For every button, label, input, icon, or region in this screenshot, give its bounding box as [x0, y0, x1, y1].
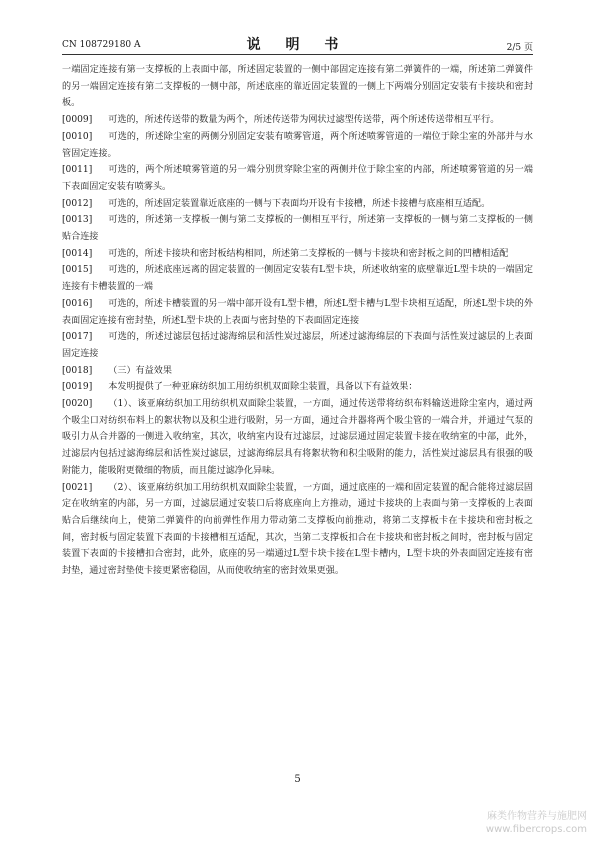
paragraph-number: [0017] [62, 332, 93, 343]
paragraph-number: [0019] [62, 382, 93, 393]
paragraph [62, 480, 533, 580]
watermark-url: www.fibercrops.com [485, 824, 587, 835]
paragraph-number: [0010] [62, 131, 93, 142]
paragraph-number: [0016] [62, 298, 93, 309]
paragraph [62, 329, 533, 362]
paragraph [62, 396, 533, 480]
paragraph [62, 129, 533, 162]
paragraph-text: 本发明提供了一种亚麻纺织加工用纺织机双面除尘装置，具备以下有益效果： [108, 382, 418, 393]
paragraph-number: [0011] [62, 165, 93, 176]
paragraph-number: [0009] [62, 115, 93, 126]
document-id: CN 108729180 A [62, 40, 141, 50]
paragraph [62, 379, 533, 396]
paragraph-continuation [62, 62, 533, 112]
page-title: 说 明 书 [246, 37, 349, 53]
paragraph-number: [0013] [62, 215, 93, 226]
paragraph-text: 可选的，所述第一支撑板一侧与第二支撑板的一侧相互平行，所述第一支撑板的一侧与第二支撑板的一侧贴合连接 [62, 215, 533, 243]
paragraph-text: （2）、该亚麻纺织加工用纺织机双面除尘装置，一方面，通过底座的一端和固定装置的配合能将过滤层固定在收纳室的内部，另一方面，过滤层通过安装口后将底座向上方推动，通过卡接块的上表面与第一支撑板的上表面贴合后继续向上，使第二弹簧件的向前弹性作用力带动第二支撑板向前推动，将第二支撑板卡在卡接块和密封板之间，密封板与固定装置下表面的卡接槽相互适配，其次，当第二支撑板扣合在卡接块和密封板之间时，密封板与固定装置下表面的卡接槽扣合密封，此外，底座的另一端通过L型卡块卡接在L型卡槽内，L型卡块的外表面固定连接有密封垫，通过密封垫使卡接更紧密稳固，从而使收纳室的密封效果更强。 [62, 482, 533, 577]
paragraph-text: 可选的，所述除尘室的两侧分别固定安装有喷雾管道，两个所述喷雾管道的一端位于除尘室的外部并与水管固定连接。 [62, 131, 533, 159]
paragraph [62, 246, 533, 263]
paragraph-text: 可选的，所述过滤层包括过滤海绵层和活性炭过滤层，所述过滤海绵层的下表面与活性炭过滤层的上表面固定连接 [62, 332, 533, 359]
paragraph [62, 262, 533, 295]
paragraph-number: [0014] [62, 248, 93, 259]
page-header [62, 34, 533, 55]
paragraph-number: [0018] [62, 365, 93, 376]
paragraph-text: 一端固定连接有第一支撑板的上表面中部，所述固定装置的一侧中部固定连接有第二弹簧件的一端，所述第二弹簧件的另一端固定连接有第二支撑板的一侧中部，所述底座的靠近固定装置的一侧上下两端分别固定安装有卡接块和密封板。 [62, 65, 533, 109]
paragraph-text: 可选的，两个所述喷雾管道的另一端分别贯穿除尘室的两侧并位于除尘室的内部，所述喷雾管道的另一端下表面固定安装有喷雾头。 [62, 165, 533, 192]
paragraph-number: [0015] [62, 265, 93, 276]
document-body [62, 62, 533, 580]
paragraph [62, 162, 533, 195]
paragraph-text: 可选的，所述传送带的数量为两个，所述传送带为网状过滤型传送带，两个所述传送带相互平行。 [108, 115, 500, 126]
watermark [486, 810, 587, 836]
paragraph-text: 可选的，所述固定装置靠近底座的一侧与下表面均开设有卡接槽，所述卡接槽与底座相互适配。 [108, 198, 491, 209]
paragraph [62, 112, 533, 129]
paragraph [62, 296, 533, 329]
paragraph-number: [0020] [62, 399, 93, 410]
paragraph-text: 可选的，所述底座远离的固定装置的一侧固定安装有L型卡块，所述收纳室的底壁靠近L型卡块的一端固定连接有卡槽装置的一端 [62, 265, 533, 293]
paragraph-text: 可选的，所述卡接块和密封板结构相同，所述第二支撑板的一侧与卡接块和密封板之间的凹槽相适配 [108, 248, 509, 259]
page-number: 5 [294, 774, 301, 785]
paragraph-text: 可选的，所述卡槽装置的另一端中部开设有L型卡槽，所述L型卡槽与L型卡块相互适配，所述L型卡块的外表面固定连接有密封垫，所述L型卡块的上表面与密封垫的下表面固定连接 [62, 298, 533, 326]
paragraph-text: （三）有益效果 [108, 365, 172, 376]
page-count: 2/5 页 [506, 43, 533, 53]
paragraph-text: （1）、该亚麻纺织加工用纺织机双面除尘装置，一方面，通过传送带将纺织布料输送进除尘室内，通过两个吸尘口对纺织布料上的絮状物以及积尘进行吸附，另一方面，通过合并器将两个吸尘管的一端合并，并通过气泵的吸引力从合并器的一侧进入收纳室，其次，收纳室内设有过滤层，过滤层通过固定装置卡接在收纳室的中部，此外，过滤层内包括过滤海绵层和活性炭过滤层，过滤海绵层具有将絮状物和积尘吸附的能力，活性炭过滤层具有很强的吸附能力，能吸附更微细的物质，而且能过滤净化异味。 [62, 399, 533, 476]
watermark-name: 麻类作物营养与施肥网 [487, 811, 587, 822]
paragraph-number: [0021] [62, 482, 93, 493]
paragraph-number: [0012] [62, 198, 93, 209]
section-heading [62, 363, 533, 380]
paragraph [62, 196, 533, 213]
paragraph [62, 212, 533, 245]
